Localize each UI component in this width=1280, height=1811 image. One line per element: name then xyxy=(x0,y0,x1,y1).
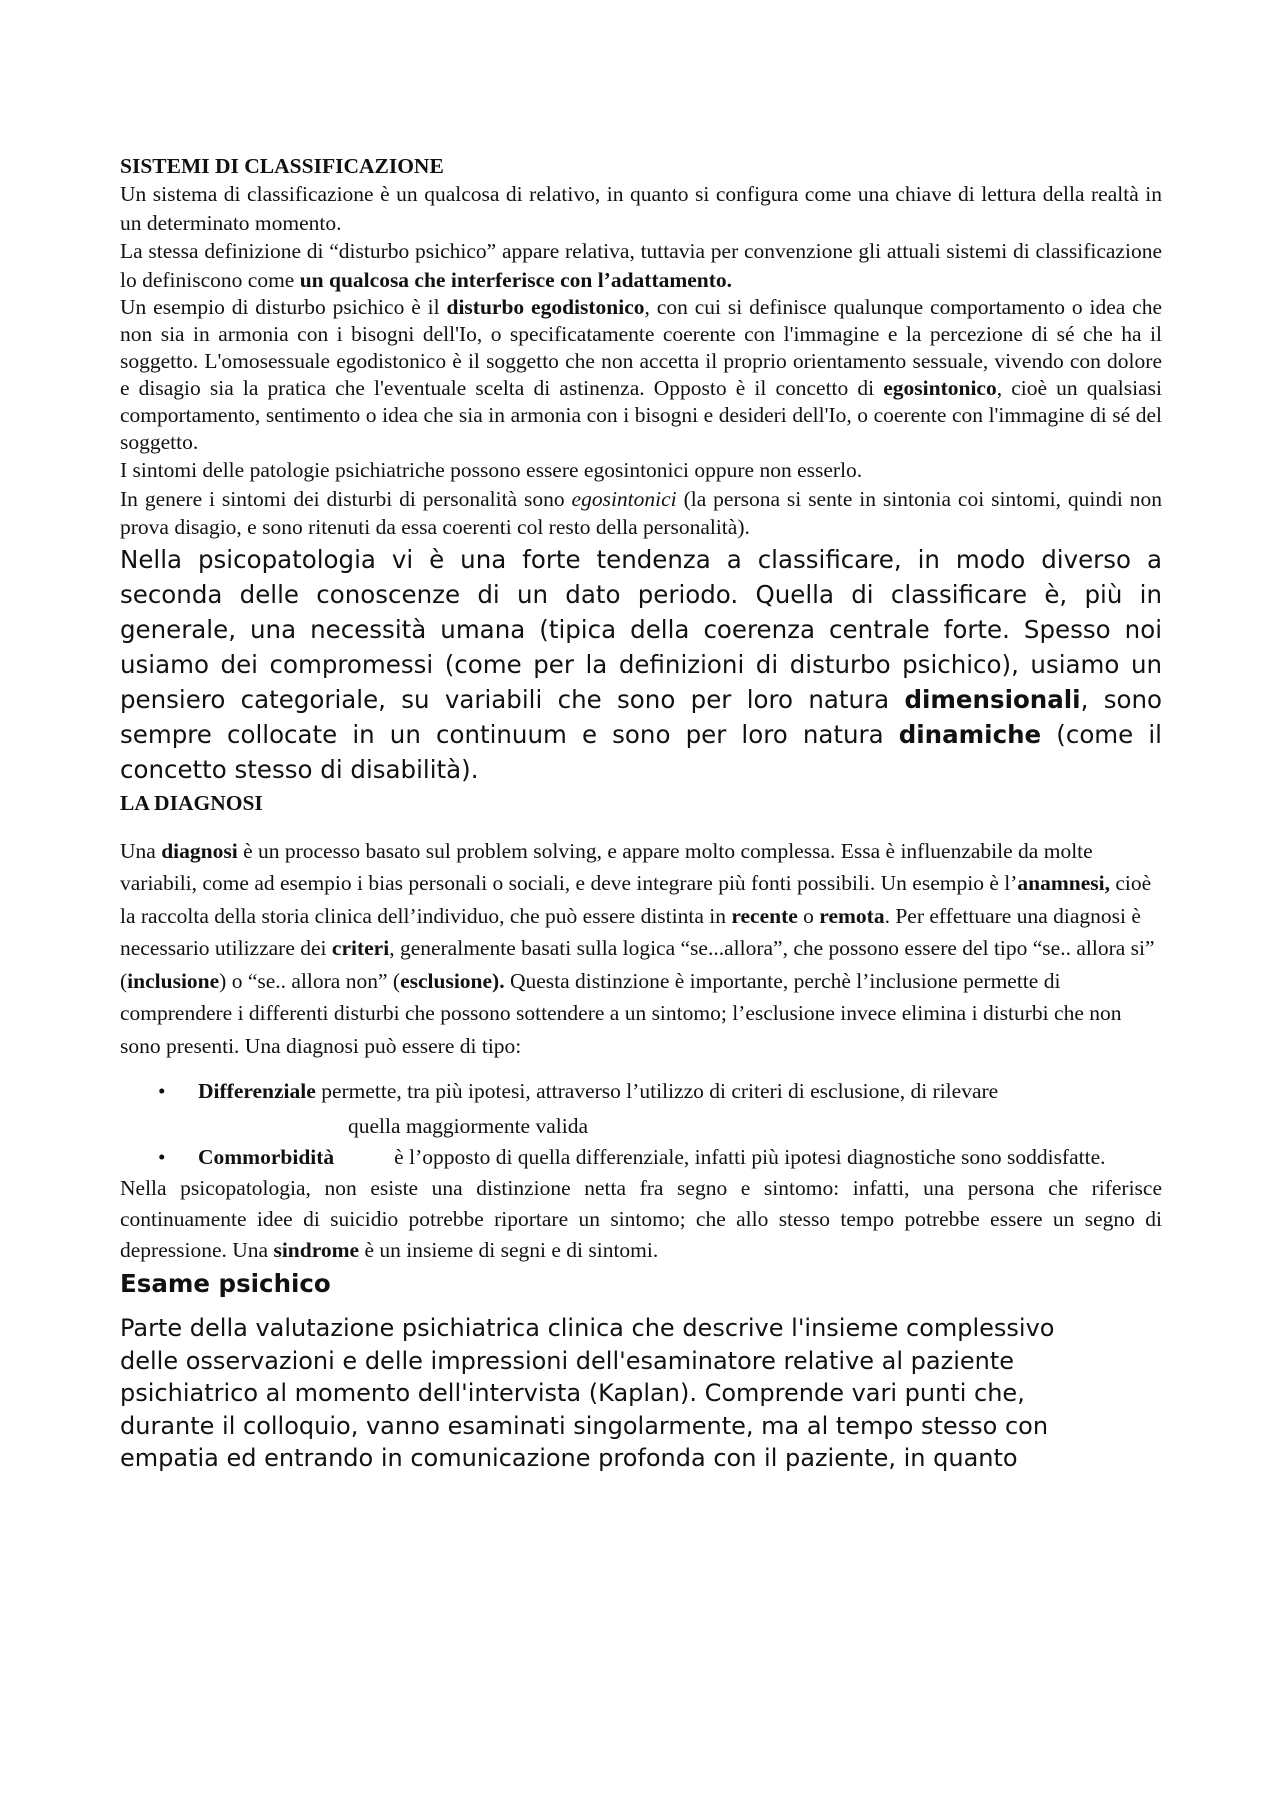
paragraph-sintomi-personalita: In genere i sintomi dei disturbi di personalità sono egosintonici (la persona si sente in sintonia coi sintomi, quindi non prova disagio, e sono ritenuti da essa coerenti col resto della personalità). xyxy=(120,486,1162,539)
paragraph-sintomi-patologie: I sintomi delle patologie psichiatriche possono essere egosintonici oppure non esserlo. xyxy=(120,458,863,482)
paragraph-segno-sintomo: Nella psicopatologia, non esiste una distinzione netta fra segno e sintomo: infatti, una persona che riferisce continuamente idee di suicidio potrebbe riportare un sintomo; che allo stesso tempo potrebbe essere un segno di depressione. Una sindrome è un insieme di segni e di sintomi. xyxy=(120,1176,1162,1262)
paragraph-psicopatologia-classificare: Nella psicopatologia vi è una forte tendenza a classificare, in modo diverso a seconda delle conoscenze di un dato periodo. Quella di classificare è, più in generale, una necessità umana (tipica della coerenza centrale forte. Spesso noi usiamo dei compromessi (come per la definizioni di disturbo psichico), usiamo un pensiero categoriale, su variabili che sono per loro natura dimensionali, sono sempre collocate in un continuum e sono per loro natura dinamiche (come il concetto stesso di disabilità). xyxy=(120,544,1162,784)
diagnosis-type-list xyxy=(120,1076,1162,1173)
list-item-differenziale: • Differenziale permette, tra più ipotesi, attraverso l’utilizzo di criteri di esclusione, di rilevare xyxy=(120,1076,1162,1107)
paragraph-egodistonico: Un esempio di disturbo psichico è il disturbo egodistonico, con cui si definisce qualunque comportamento o idea che non sia in armonia con i bisogni dell'Io, o specificatamente coerente con l'immagine e la percezione di sé che ha il soggetto. L'omosessuale egodistonico è il soggetto che non accetta il proprio orientamento sessuale, vivendo con dolore e disagio sia la pratica che l'eventuale scelta di astinenza. Opposto è il concetto di egosintonico, cioè un qualsiasi comportamento, sentimento o idea che sia in armonia con i bisogni e desideri dell'Io, o coerente con l'immagine di sé del soggetto. xyxy=(120,295,1163,454)
text-line: psichiatrico al momento dell'intervista (Kaplan). Comprende vari punti che, xyxy=(120,1379,1025,1407)
bullet-icon: • xyxy=(158,1079,166,1103)
list-item-differenziale-continuation: quella maggiormente valida xyxy=(348,1114,588,1138)
section-title-esame-psichico: Esame psichico xyxy=(120,1269,331,1298)
bullet-icon: • xyxy=(158,1145,166,1169)
paragraph-definizione-sistema: Un sistema di classificazione è un qualcosa di relativo, in quanto si configura come una chiave di lettura della realtà in un determinato momento. xyxy=(120,182,1162,235)
section-title-diagnosi: LA DIAGNOSI xyxy=(120,790,263,815)
list-item-commorbidita: • Commorbidità è l’opposto di quella differenziale, infatti più ipotesi diagnostiche sono soddisfatte. xyxy=(120,1142,1162,1173)
document-page xyxy=(120,150,1162,1475)
text-line: durante il colloquio, vanno esaminati singolarmente, ma al tempo stesso con xyxy=(120,1411,1049,1440)
paragraph-esame-psichico xyxy=(120,1312,1162,1475)
paragraph-disturbo-psichico: La stessa definizione di “disturbo psichico” appare relativa, tuttavia per convenzione gli attuali sistemi di classificazione lo definiscono come un qualcosa che interferisce con l’adattamento. xyxy=(120,239,1162,292)
text-line: Parte della valutazione psichiatrica clinica che descrive l'insieme complessivo xyxy=(120,1314,1055,1342)
text-line: empatia ed entrando in comunicazione profonda con il paziente, in quanto xyxy=(120,1444,1018,1472)
text-line: delle osservazioni e delle impressioni dell'esaminatore relative al paziente xyxy=(120,1346,1015,1375)
section-title-classificazione: SISTEMI DI CLASSIFICAZIONE xyxy=(120,154,444,178)
paragraph-diagnosi: Una diagnosi è un processo basato sul problem solving, e appare molto complessa. Essa è influenzabile da molte variabili, come ad esempio i bias personali o sociali, e deve integrare più fonti possibili. Un esempio è l’anamnesi, cioè la raccolta della storia clinica dell’individuo, che può essere distinta in recente o remota. Per effettuare una diagnosi è necessario utilizzare dei criteri, generalmente basati sulla logica “se...allora”, che possono essere del tipo “se.. allora si” (inclusione) o “se.. allora non” (esclusione). Questa distinzione è importante, perchè l’inclusione permette di comprendere i differenti disturbi che possono sottendere a un sintomo; l’esclusione invece elimina i disturbi che non sono presenti. Una diagnosi può essere di tipo: xyxy=(120,838,1155,1058)
